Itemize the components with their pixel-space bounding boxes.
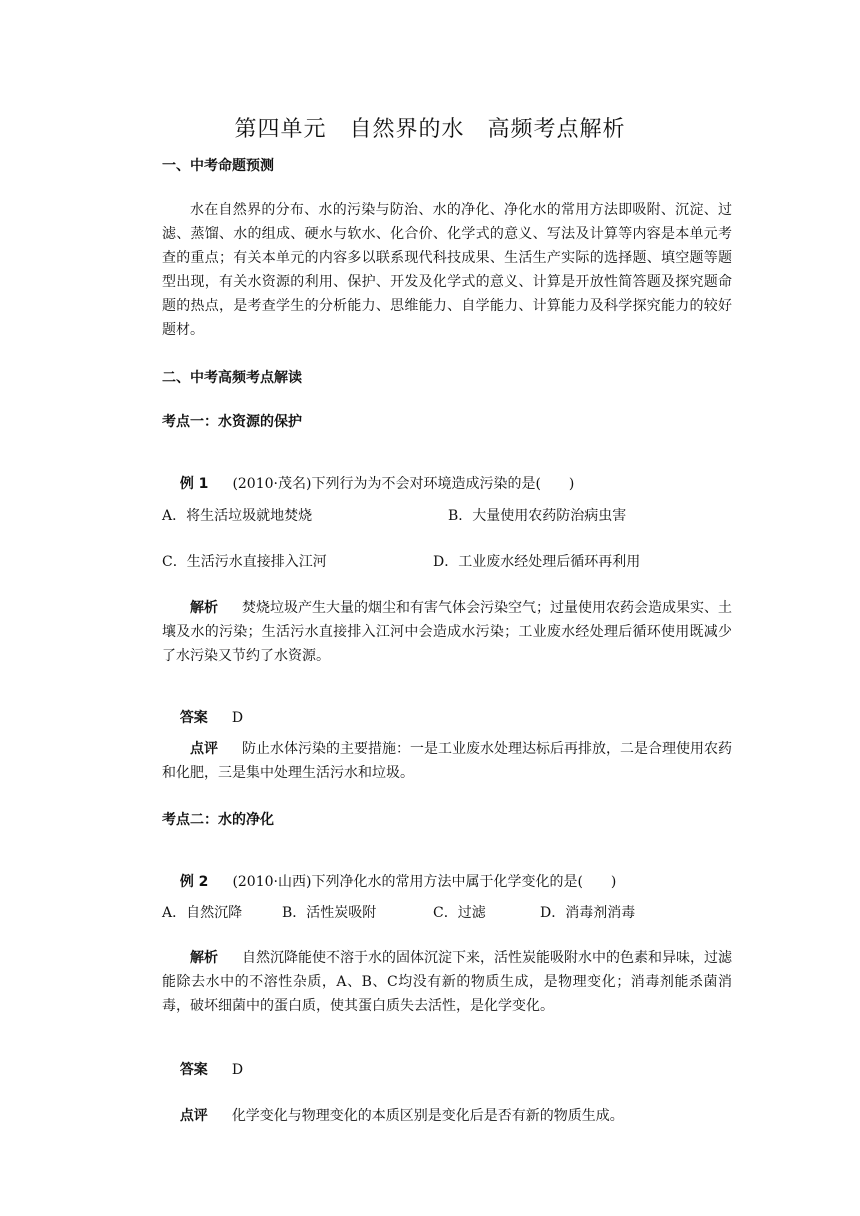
example1-comment-text: 防止水体污染的主要措施：一是工业废水处理达标后再排放，二是合理使用农药和化肥，三是集中处理生活污水和垃圾。 xyxy=(162,741,732,781)
example2-option-a: A．自然沉降 xyxy=(162,905,243,921)
example2-option-c: C．过滤 xyxy=(433,905,486,921)
example2-text: (2010·山西)下列净化水的常用方法中属于化学变化的是( ) xyxy=(232,874,617,890)
example2-analysis-label: 解析 xyxy=(190,950,218,966)
example1-answer-label: 答案 xyxy=(179,710,208,726)
example2-comment-label: 点评 xyxy=(179,1108,208,1124)
example1-option-d: D．工业废水经处理后循环再利用 xyxy=(433,554,641,570)
example1-option-b: B．大量使用农药防治病虫害 xyxy=(448,508,627,524)
example2-analysis xyxy=(162,946,732,1018)
example1-comment xyxy=(162,737,732,785)
example1-analysis-label: 解析 xyxy=(190,600,218,616)
example1-label: 例 1 xyxy=(179,476,209,492)
example1-analysis-text: 焚烧垃圾产生大量的烟尘和有害气体会污染空气；过量使用农药会造成果实、土壤及水的污染；生活污水直接排入江河中会造成水污染；工业废水经处理后循环使用既减少了水污染又节约了水资源。 xyxy=(162,600,732,664)
point1-heading: 考点一：水资源的保护 xyxy=(162,414,302,430)
example1-text: (2010·茂名)下列行为为不会对环境造成污染的是( ) xyxy=(232,476,575,492)
section-heading-interpretation: 二、中考高频考点解读 xyxy=(162,370,302,386)
example1-answer-value: D xyxy=(231,710,244,726)
example2-label: 例 2 xyxy=(179,874,209,890)
point2-heading: 考点二：水的净化 xyxy=(162,812,274,828)
prediction-paragraph: 水在自然界的分布、水的污染与防治、水的净化、净化水的常用方法即吸附、沉淀、过滤、蒸馏、水的组成、硬水与软水、化合价、化学式的意义、写法及计算等内容是本单元考查的重点；有关本单元的内容多以联系现代科技成果、生活生产实际的选择题、填空题等题型出现，有关水资源的利用、保护、开发及化学式的意义、计算是开放性简答题及探究题命题的热点，是考查学生的分析能力、思维能力、自学能力、计算能力及科学探究能力的较好题材。 xyxy=(162,202,732,338)
example1-comment-label: 点评 xyxy=(190,741,218,757)
example2-comment xyxy=(162,1089,624,1141)
example2-question xyxy=(162,855,616,907)
example2-comment-text: 化学变化与物理变化的本质区别是变化后是否有新的物质生成。 xyxy=(231,1108,624,1124)
example1-option-c: C．生活污水直接排入江河 xyxy=(162,554,327,570)
example1-answer xyxy=(162,691,243,743)
example1-question xyxy=(162,457,574,509)
section-heading-prediction: 一、中考命题预测 xyxy=(162,158,274,174)
example2-answer-label: 答案 xyxy=(179,1062,208,1078)
page-title: 第四单元 自然界的水 高频考点解析 xyxy=(234,117,626,142)
example1-option-a: A．将生活垃圾就地焚烧 xyxy=(162,508,313,524)
example2-answer-value: D xyxy=(231,1062,244,1078)
example1-analysis xyxy=(162,596,732,668)
example2-analysis-text: 自然沉降能使不溶于水的固体沉淀下来，活性炭能吸附水中的色素和异味，过滤能除去水中的不溶性杂质，A、B、C均没有新的物质生成，是物理变化；消毒剂能杀菌消毒，破坏细菌中的蛋白质，使其蛋白质失去活性，是化学变化。 xyxy=(162,950,732,1014)
example2-answer xyxy=(162,1043,243,1095)
example2-option-d: D．消毒剂消毒 xyxy=(540,905,636,921)
example2-option-b: B．活性炭吸附 xyxy=(282,905,377,921)
